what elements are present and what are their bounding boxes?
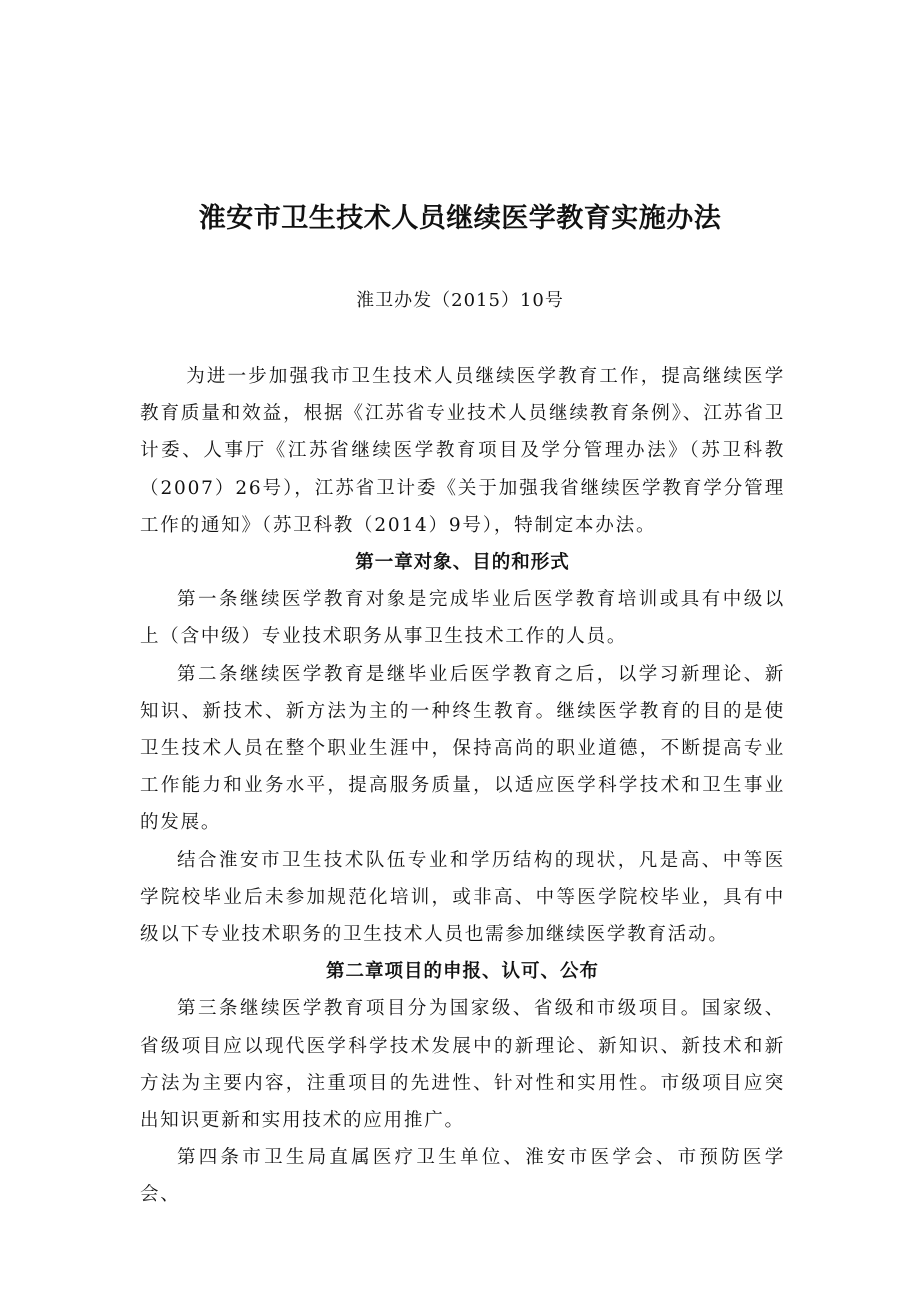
document-number: 淮卫办发（2015）10号 — [356, 290, 564, 311]
chapter-2-heading: 第二章项目的申报、认可、公布 — [325, 961, 599, 983]
article-4-paragraph: 第四条市卫生局直属医疗卫生单位、淮安市医学会、市预防医学会、 — [140, 1147, 785, 1206]
article-2-paragraph: 第二条继续医学教育是继毕业后医学教育之后，以学习新理论、新知识、新技术、新方法为主的一种终生教育。继续医学教育的目的是使卫生技术人员在整个职业生涯中，保持高尚的职业道德，不断提高专业工作能力和业务水平，提高服务质量，以适应医学科学技术和卫生事业的发展。 — [140, 663, 785, 834]
article-3-paragraph: 第三条继续医学教育项目分为国家级、省级和市级项目。国家级、省级项目应以现代医学科学技术发展中的新理论、新知识、新技术和新方法为主要内容，注重项目的先进性、针对性和实用性。市级项目应突出知识更新和实用技术的应用推广。 — [140, 998, 785, 1132]
preamble-paragraph: 为进一步加强我市卫生技术人员继续医学教育工作，提高继续医学教育质量和效益，根据《江苏省专业技术人员继续教育条例》、江苏省卫计委、人事厅《江苏省继续医学教育项目及学分管理办法》（苏卫科教（2007）26号），江苏省卫计委《关于加强我省继续医学教育学分管理工作的通知》（苏卫科教（2014）9号），特制定本办法。 — [140, 366, 785, 536]
supplement-paragraph: 结合淮安市卫生技术队伍专业和学历结构的现状，凡是高、中等医学院校毕业后未参加规范化培训，或非高、中等医学院校毕业，具有中级以下专业技术职务的卫生技术人员也需参加继续医学教育活动。 — [140, 849, 785, 946]
document-title: 淮安市卫生技术人员继续医学教育实施办法 — [198, 203, 722, 234]
document-body — [140, 358, 785, 1214]
chapter-1-heading: 第一章对象、目的和形式 — [355, 552, 570, 574]
article-1-paragraph: 第一条继续医学教育对象是完成毕业后医学教育培训或具有中级以上（含中级）专业技术职务从事卫生技术工作的人员。 — [140, 589, 785, 648]
